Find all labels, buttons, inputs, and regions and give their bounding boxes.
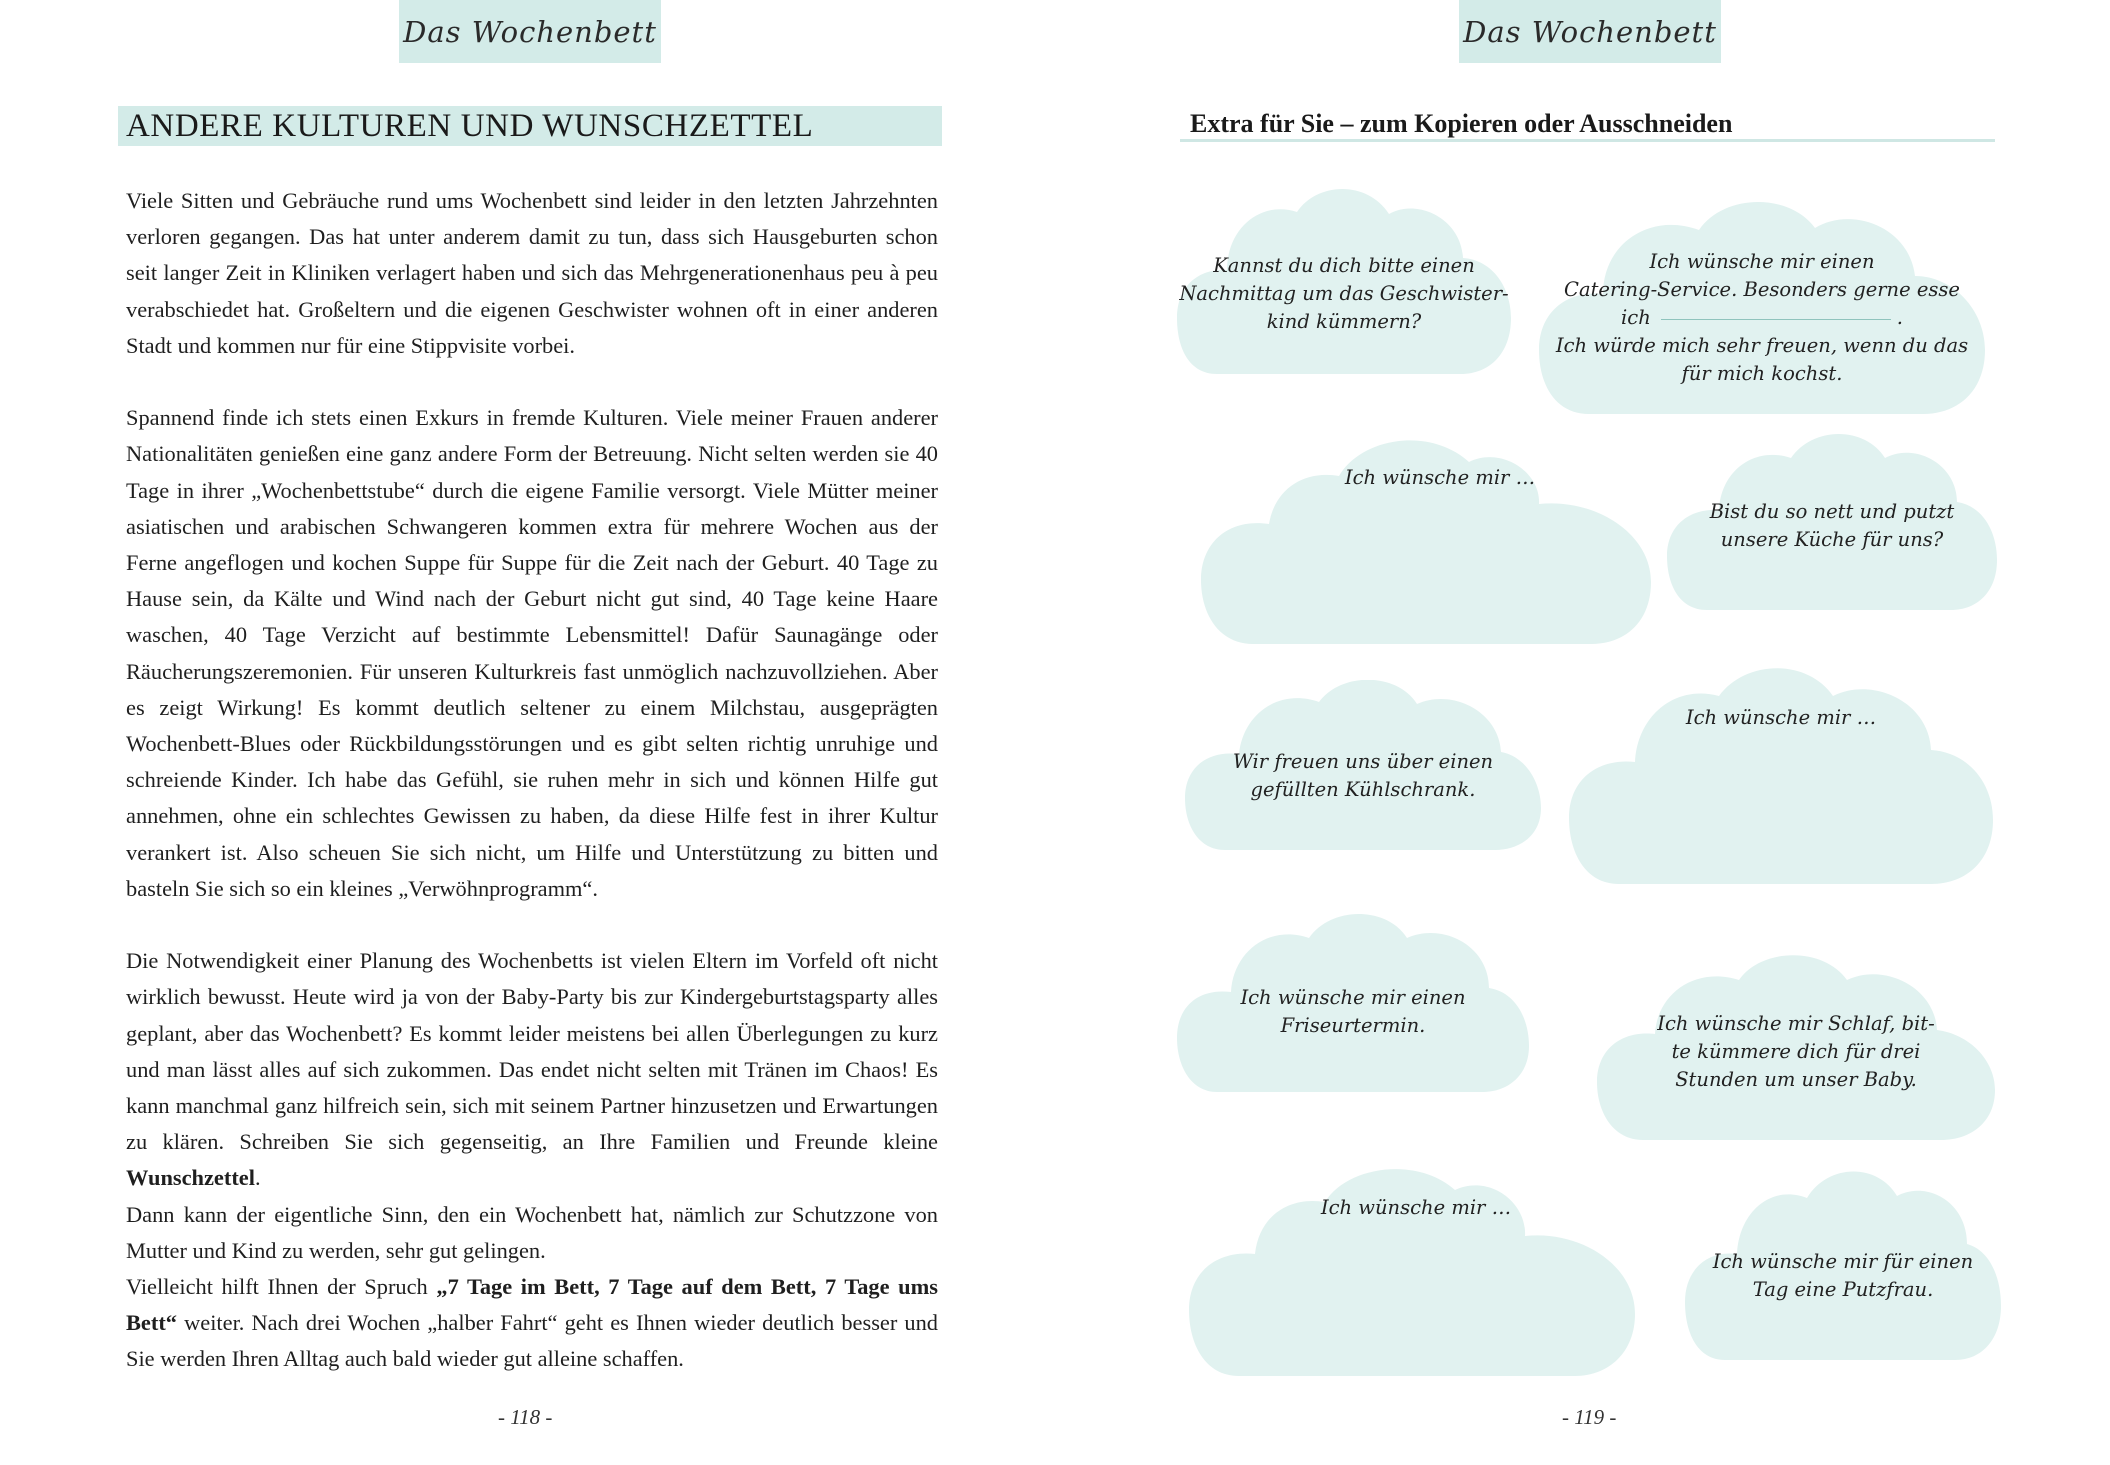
cloud-line: gefüllten Kühlschrank. bbox=[1250, 778, 1476, 801]
cloud-line: Ich wünsche mir einen bbox=[1649, 250, 1875, 273]
cloud-line: kind kümmern? bbox=[1266, 310, 1422, 333]
cloud-line: Ich wünsche mir … bbox=[1344, 466, 1536, 489]
cloud-line: Ich würde mich sehr freuen, wenn du das bbox=[1555, 334, 1969, 357]
cloud-line-with-blank: ich . bbox=[1621, 306, 1903, 329]
cloud-line: Ich wünsche mir … bbox=[1685, 706, 1877, 729]
running-head-left: Das Wochenbett bbox=[399, 0, 661, 63]
wish-cloud bbox=[1201, 432, 1651, 644]
wish-cloud bbox=[1597, 954, 1995, 1140]
page-number-left: - 118 - bbox=[498, 1405, 553, 1429]
wish-cloud bbox=[1185, 680, 1541, 850]
paragraph-4: Dann kann der eigentliche Sinn, den ein Wochenbett hat, nämlich zur Schutzzone von Mutter und Kind zu werden, sehr gut gelingen. bbox=[126, 1201, 938, 1263]
wish-cloud bbox=[1189, 1162, 1635, 1376]
cloud-line: Stunden um unser Baby. bbox=[1675, 1068, 1917, 1091]
cloud-line: Wir freuen uns über einen bbox=[1232, 750, 1494, 773]
paragraph-5: Vielleicht hilft Ihnen der Spruch „7 Tage im Bett, 7 Tage auf dem Bett, 7 Tage ums Bett“ weiter. Nach drei Wochen „halber Fahrt“ geht es Ihnen wieder deutlich besser und Sie werden Ihren Alltag auch bald wieder gut alleine schaffen. bbox=[126, 1274, 938, 1372]
wish-cloud bbox=[1177, 914, 1529, 1092]
wish-cloud bbox=[1539, 200, 1985, 414]
wish-cloud bbox=[1667, 432, 1997, 610]
cloud-line: Bist du so nett und putzt bbox=[1709, 500, 1955, 523]
right-page bbox=[1055, 0, 2110, 1465]
cloud-line: Catering-Service. Besonders gerne esse bbox=[1564, 278, 1960, 301]
body-text bbox=[126, 183, 938, 1378]
cloud-line: Ich wünsche mir … bbox=[1320, 1196, 1512, 1219]
wish-cloud bbox=[1685, 1168, 2001, 1360]
wish-cloud bbox=[1569, 666, 1993, 884]
running-head-right: Das Wochenbett bbox=[1459, 0, 1721, 63]
cloud-line: te kümmere dich für drei bbox=[1671, 1040, 1921, 1063]
section-heading: ANDERE KULTUREN UND WUNSCHZETTEL bbox=[118, 106, 942, 146]
write-in-blank[interactable] bbox=[1661, 319, 1891, 320]
cloud-line: Ich wünsche mir für einen bbox=[1712, 1250, 1974, 1273]
saying-bold: „7 Tage im Bett, 7 Tage auf dem Bett, 7 Tage ums Bett“ bbox=[126, 1274, 938, 1336]
cloud-line: für mich kochst. bbox=[1681, 362, 1843, 385]
cloud-shape bbox=[1569, 666, 1993, 884]
cloud-line: Ich wünsche mir Schlaf, bit- bbox=[1657, 1012, 1935, 1035]
wish-cloud bbox=[1177, 188, 1511, 374]
paragraph-1: Viele Sitten und Gebräuche rund ums Wochenbett sind leider in den letzten Jahrzehnten verloren gegangen. Das hat unter anderem damit zu tun, dass sich Hausgeburten schon seit langer Zeit in Kliniken verlagert haben und sich das Mehrgenerationenhaus peu à peu verabschiedet hat. Großeltern und die eigenen Geschwister wohnen oft in einer anderen Stadt und kommen nur für eine Stippvisite vorbei. bbox=[126, 188, 938, 358]
paragraph-3: Die Notwendigkeit einer Planung des Wochenbetts ist vielen Eltern im Vorfeld oft nicht wirklich bewusst. Heute wird ja von der Baby-Party bis zur Kindergeburtstagsparty alles geplant, aber das Wochenbett? Es kommt leider meistens bei allen Überlegungen zu kurz und man lässt alles auf sich zukommen. Das endet nicht selten mit Tränen im Chaos! Es kann manchmal ganz hilfreich sein, sich mit seinem Partner hinzusetzen und Erwartungen zu klären. Schreiben Sie sich gegenseitig, an Ihre Familien und Freunde kleine Wunschzettel. bbox=[126, 948, 938, 1191]
page-number-right: - 119 - bbox=[1562, 1405, 1617, 1429]
cloud-line: Friseurtermin. bbox=[1280, 1014, 1426, 1037]
cloud-line: Nachmittag um das Geschwister- bbox=[1179, 282, 1509, 305]
wunschzettel-bold: Wunschzettel bbox=[126, 1165, 255, 1191]
cloud-line: Ich wünsche mir einen bbox=[1240, 986, 1466, 1009]
cloud-line: unsere Küche für uns? bbox=[1720, 528, 1944, 551]
paragraph-2: Spannend finde ich stets einen Exkurs in fremde Kulturen. Viele meiner Frauen anderer Nationalitäten genießen eine ganz andere Form der Betreuung. Nicht selten werden sie 40 Tage in ihrer „Wochenbettstube“ durch die eigene Familie versorgt. Viele Mütter meiner asiatischen und arabischen Schwangeren kommen extra für mehrere Wochen aus der Ferne angeflogen und kochen Suppe für Suppe für die Zeit nach der Geburt. 40 Tage zu Hause sein, da Kälte und Wind nach der Geburt nicht gut sind, 40 Tage keine Haare waschen, 40 Tage Verzicht auf bestimmte Lebensmittel! Dafür Saunagänge oder Räucherungszeremonien. Für unseren Kulturkreis fast unmöglich nachzuvollziehen. Aber es zeigt Wirkung! Es kommt deutlich seltener zu einem Milchstau, ausgeprägten Wochenbett-Blues oder Rückbildungsstörungen und es gibt selten richtig unruhige und schreiende Kinder. Ich habe das Gefühl, sie ruhen mehr in sich und können Hilfe gut annehmen, ohne ein schlechtes Gewissen zu haben, da diese Hilfe fest in ihrer Kultur verankert ist. Also scheuen Sie sich nicht, um Hilfe und Unterstützung zu bitten und basteln Sie sich so ein kleines „Verwöhnprogramm“. bbox=[126, 405, 938, 901]
cloud-line: Kannst du dich bitte einen bbox=[1213, 254, 1475, 277]
cloud-line: Tag eine Putzfrau. bbox=[1752, 1278, 1934, 1301]
cutout-heading: Extra für Sie – zum Kopieren oder Ausschneiden bbox=[1180, 110, 1995, 142]
